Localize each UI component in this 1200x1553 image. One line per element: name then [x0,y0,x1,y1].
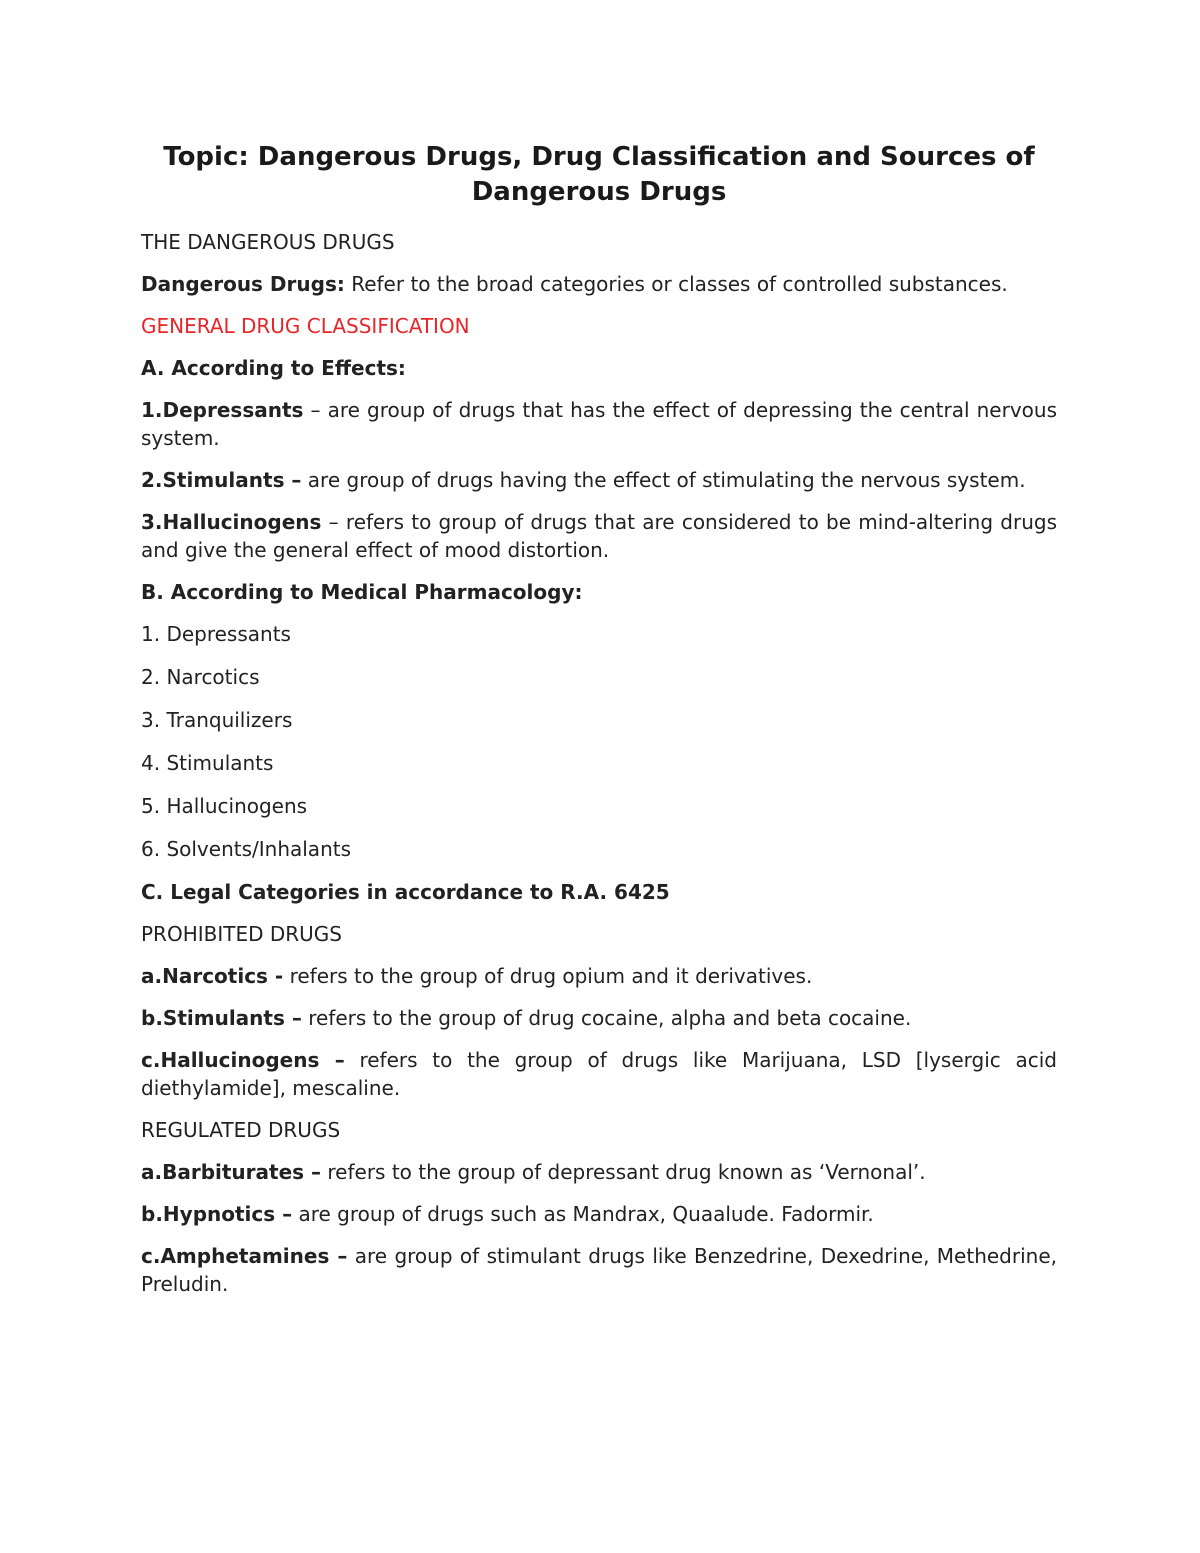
general-classification-heading: GENERAL DRUG CLASSIFICATION [141,314,470,338]
document-title: Topic: Dangerous Drugs, Drug Classification and Sources of Dangerous Drugs [163,142,1035,207]
regulated-item-amphetamines [141,1242,1057,1298]
prohibited-text: refers to the group of drug cocaine, alpha and beta cocaine. [301,1006,912,1030]
regulated-item-hypnotics [141,1200,1057,1228]
pharmacology-item: 4. Stimulants [141,751,274,775]
effect-text: – refers to group of drugs that are considered to be mind-altering drugs and give the general effect of mood distortion. [141,510,1057,562]
effect-term: 3.Hallucinogens [141,510,322,534]
effect-term: 1.Depressants [141,398,304,422]
definition-term: Dangerous Drugs: [141,272,345,296]
regulated-text: are group of drugs such as Mandrax, Quaalude. Fadormir. [292,1202,874,1226]
section-dangerous-drugs: THE DANGEROUS DRUGS [141,230,395,254]
pharmacology-item: 2. Narcotics [141,665,260,689]
pharmacology-heading: B. According to Medical Pharmacology: [141,580,583,604]
effect-item-hallucinogens [141,508,1057,564]
pharmacology-item: 5. Hallucinogens [141,794,308,818]
prohibited-item-stimulants [141,1004,1057,1032]
regulated-text: are group of stimulant drugs like Benzedrine, Dexedrine, Methedrine, Preludin. [141,1244,1057,1296]
pharmacology-item: 1. Depressants [141,622,291,646]
effects-heading: A. According to Effects: [141,356,406,380]
effect-text: are group of drugs having the effect of stimulating the nervous system. [301,468,1026,492]
pharmacology-item: 3. Tranquilizers [141,708,293,732]
prohibited-item-narcotics [141,962,1057,990]
regulated-term: a.Barbiturates – [141,1160,322,1184]
regulated-term: c.Amphetamines – [141,1244,348,1268]
document-page [141,140,1057,1312]
effect-text: – are group of drugs that has the effect of depressing the central nervous system. [141,398,1057,450]
dangerous-drugs-definition [141,270,1057,298]
prohibited-text: refers to the group of drug opium and it derivatives. [283,964,813,988]
regulated-item-barbiturates [141,1158,1057,1186]
pharmacology-item: 6. Solvents/Inhalants [141,837,351,861]
prohibited-drugs-heading: PROHIBITED DRUGS [141,922,342,946]
prohibited-text: refers to the group of drugs like Marijuana, LSD [lysergic acid diethylamide], mescaline. [141,1048,1058,1100]
prohibited-term: a.Narcotics - [141,964,284,988]
regulated-text: refers to the group of depressant drug known as ‘Vernonal’. [321,1160,926,1184]
definition-text: Refer to the broad categories or classes of controlled substances. [344,272,1008,296]
effect-item-depressants [141,396,1057,452]
regulated-term: b.Hypnotics – [141,1202,293,1226]
prohibited-item-hallucinogens [141,1046,1057,1102]
prohibited-term: b.Stimulants – [141,1006,302,1030]
effect-term: 2.Stimulants – [141,468,302,492]
prohibited-term: c.Hallucinogens – [141,1048,345,1072]
legal-categories-heading: C. Legal Categories in accordance to R.A. 6425 [141,880,670,904]
effect-item-stimulants [141,466,1057,494]
regulated-drugs-heading: REGULATED DRUGS [141,1118,341,1142]
